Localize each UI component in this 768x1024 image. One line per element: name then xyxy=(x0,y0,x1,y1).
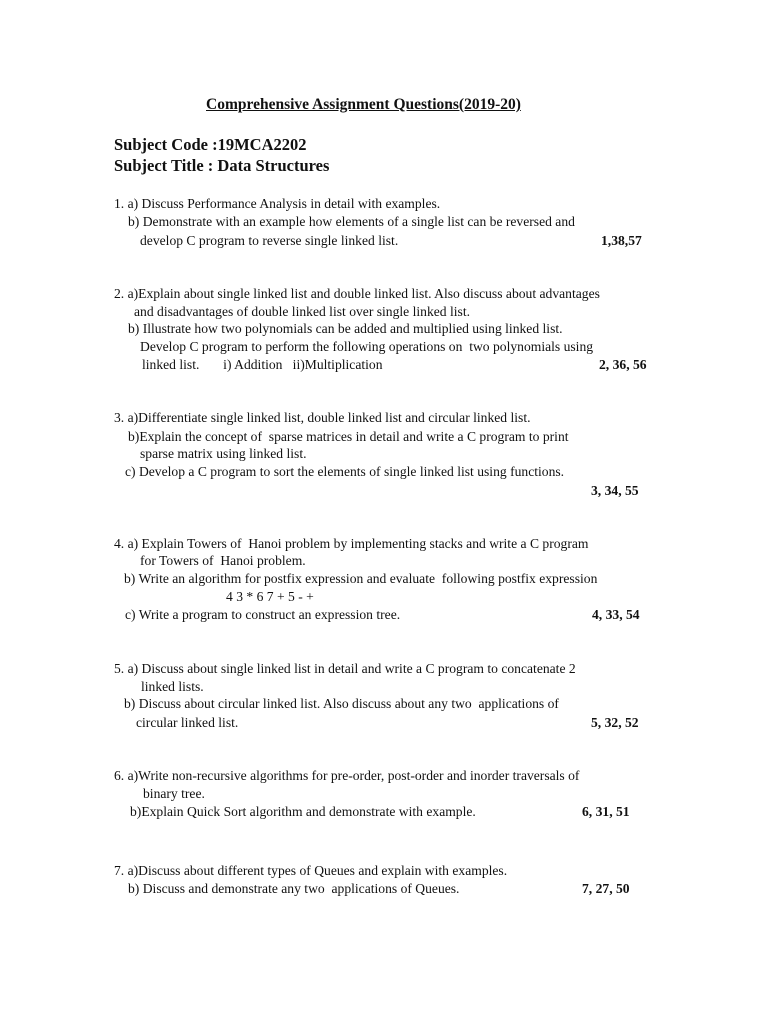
question-line: 2. a)Explain about single linked list and double linked list. Also discuss about advantages xyxy=(114,286,600,301)
question-line: linked list. i) Addition ii)Multiplication xyxy=(142,357,383,372)
subject-title: Subject Title : Data Structures xyxy=(114,156,330,175)
question-line: binary tree. xyxy=(143,786,205,801)
question-marks: 1,38,57 xyxy=(601,233,642,248)
question-line: 5. a) Discuss about single linked list in detail and write a C program to concatenate 2 xyxy=(114,661,576,676)
subject-code: Subject Code :19MCA2202 xyxy=(114,135,307,154)
question-line: linked lists. xyxy=(141,679,204,694)
question-line: for Towers of Hanoi problem. xyxy=(140,553,306,568)
question-line: sparse matrix using linked list. xyxy=(140,446,307,461)
question-line: b) Discuss and demonstrate any two applications of Queues. xyxy=(128,881,460,896)
question-line: b)Explain the concept of sparse matrices in detail and write a C program to print xyxy=(128,429,569,444)
question-line: 6. a)Write non-recursive algorithms for pre-order, post-order and inorder traversals of xyxy=(114,768,580,783)
question-line: 1. a) Discuss Performance Analysis in detail with examples. xyxy=(114,196,441,211)
question-line: develop C program to reverse single linked list. xyxy=(140,233,399,248)
question-line: circular linked list. xyxy=(136,715,239,730)
question-line: b) Discuss about circular linked list. Also discuss about any two applications of xyxy=(124,696,559,711)
postfix-expression: 4 3 * 6 7 + 5 - + xyxy=(226,589,314,604)
question-line: 4. a) Explain Towers of Hanoi problem by implementing stacks and write a C program xyxy=(114,536,589,551)
question-marks: 7, 27, 50 xyxy=(582,881,630,896)
question-line: and disadvantages of double linked list over single linked list. xyxy=(134,304,471,319)
question-line: c) Develop a C program to sort the elements of single linked list using functions. xyxy=(125,464,565,479)
question-line: c) Write a program to construct an expression tree. xyxy=(125,607,401,622)
question-line: 3. a)Differentiate single linked list, double linked list and circular linked list. xyxy=(114,410,531,425)
question-line: b) Illustrate how two polynomials can be added and multiplied using linked list. xyxy=(128,321,563,336)
question-line: 7. a)Discuss about different types of Queues and explain with examples. xyxy=(114,863,508,878)
question-line: b) Demonstrate with an example how elements of a single list can be reversed and xyxy=(128,214,575,229)
question-marks: 5, 32, 52 xyxy=(591,715,639,730)
question-marks: 4, 33, 54 xyxy=(592,607,640,622)
question-line: b) Write an algorithm for postfix expression and evaluate following postfix expression xyxy=(124,571,598,586)
question-line: b)Explain Quick Sort algorithm and demonstrate with example. xyxy=(130,804,476,819)
question-line: Develop C program to perform the following operations on two polynomials using xyxy=(140,339,594,354)
document-title: Comprehensive Assignment Questions(2019-20) xyxy=(206,96,521,113)
question-marks: 3, 34, 55 xyxy=(591,483,639,498)
question-marks: 6, 31, 51 xyxy=(582,804,630,819)
question-marks: 2, 36, 56 xyxy=(599,357,647,372)
